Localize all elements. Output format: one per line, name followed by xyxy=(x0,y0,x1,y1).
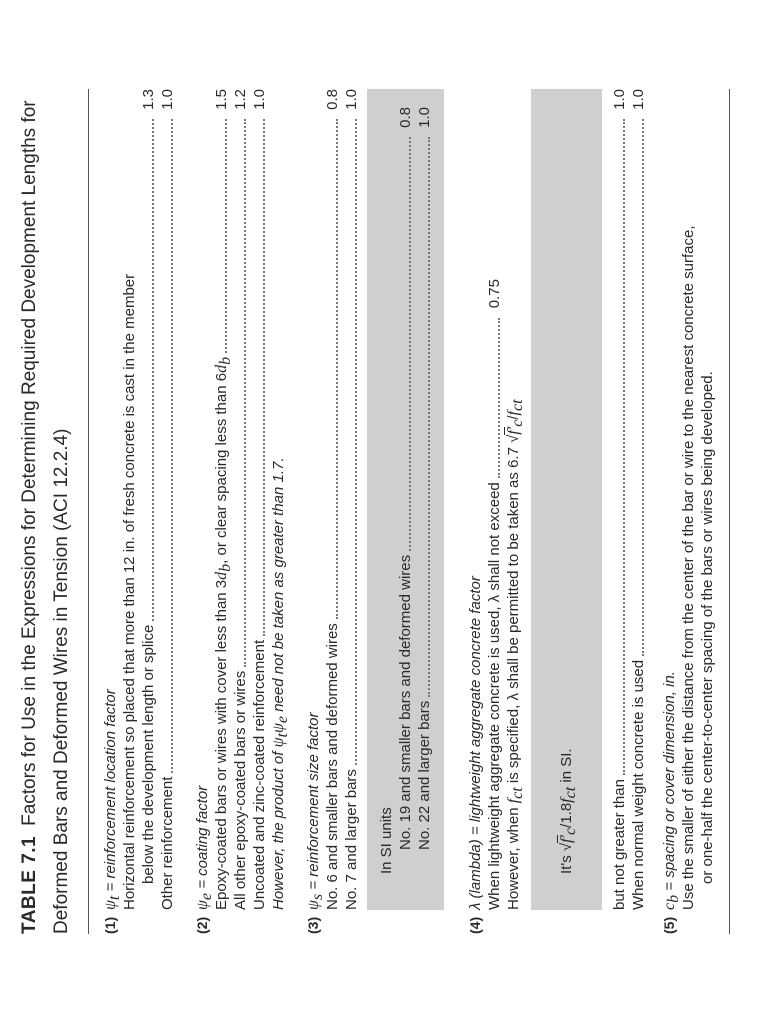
factor-value: 1.0 xyxy=(630,89,647,110)
fct-specified-note: However, when $f_{ct}$ is specified, λ shall be permitted to be taken as 6.7 $√f'_c/f_{ct}$ xyxy=(505,399,526,910)
table-page xyxy=(18,89,730,934)
factor-row-lightweight: When lightweight aggregate concrete is used, λ shall not exceed 0.75 xyxy=(485,89,504,910)
si-row-small-bars: No. 19 and smaller bars and deformed wires 0.8 xyxy=(397,107,414,850)
bottom-rule xyxy=(729,89,730,934)
factor-row-uncoated: Uncoated and zinc-coated reinforcement 1.0 xyxy=(251,89,268,910)
section-reinforcement-location xyxy=(101,89,177,934)
section-definition: = reinforcement location factor xyxy=(102,689,119,896)
section-heading: $\psi_e$ = coating factor xyxy=(194,785,215,910)
si-lambda-box: It's $√f'_c/1.8f_{ct}$ in SI. xyxy=(531,89,602,910)
spacing-text-line2: or one-half the center-to-center spacing of the bars or wires being developed. xyxy=(699,371,716,884)
factor-row-horizontal: Horizontal reinforcement so placed that more than 12 in. of fresh concrete is cast in the member below the development length or splice 1.3 xyxy=(121,89,157,910)
section-number: (2) xyxy=(194,916,210,934)
section-definition: = spacing or cover dimension, in. xyxy=(661,671,678,895)
factor-value: 1.0 xyxy=(343,89,360,110)
factor-value: 1.0 xyxy=(611,89,628,110)
section-heading: $\psi_s$ = reinforcement size factor xyxy=(305,712,326,910)
section-heading: $c_b$ = spacing or cover dimension, in. xyxy=(661,671,682,910)
factor-value: 1.0 xyxy=(416,107,433,128)
table-title xyxy=(18,89,42,934)
title-text-line2: Deformed Bars and Deformed Wires in Tension (ACI 12.2.4) xyxy=(51,428,72,934)
section-number: (3) xyxy=(305,916,321,934)
section-coating-factor xyxy=(193,89,291,934)
section-heading: λ (lambda) = lightweight aggregate concrete factor xyxy=(467,576,484,910)
section-heading: $\psi_t$ = reinforcement location factor xyxy=(102,689,123,910)
factor-row-epoxy-other: All other epoxy-coated bars or wires 1.2 xyxy=(232,89,249,910)
table-label: TABLE 7.1 xyxy=(19,835,40,934)
factor-value: 1.5 xyxy=(213,89,230,110)
factor-value: 1.0 xyxy=(159,89,176,110)
section-lightweight-factor xyxy=(466,89,526,934)
product-limit-note: However, the product of $\psi_t\psi_e$ need not be taken as greater than 1.7. xyxy=(270,457,291,910)
factor-value: 1.3 xyxy=(140,89,157,110)
section-lightweight-continued xyxy=(610,89,648,934)
factor-row-normal-weight: When normal weight concrete is used 1.0 xyxy=(630,89,647,910)
factor-row-small-bars: No. 6 and smaller bars and deformed wires 0.8 xyxy=(324,89,341,910)
spacing-text-line1: Use the smaller of either the distance from the center of the bar or wire to the nearest concrete surface, xyxy=(680,225,697,910)
factor-value: 0.8 xyxy=(397,107,414,128)
factor-row-epoxy-cover: Epoxy-coated bars or wires with cover less than $3d_b$, or clear spacing less than $6d_b$ 1.5 xyxy=(213,89,234,910)
factor-value: 1.0 xyxy=(251,89,268,110)
section-spacing-cover xyxy=(660,89,717,934)
si-heading: In SI units xyxy=(378,807,395,874)
si-row-large-bars: No. 22 and larger bars 1.0 xyxy=(416,107,433,850)
section-number: (5) xyxy=(661,916,677,934)
title-text-line1: Factors for Use in the Expressions for Determining Required Development Lengths for xyxy=(19,100,40,826)
factor-row-large-bars: No. 7 and larger bars 1.0 xyxy=(343,89,360,910)
section-number: (1) xyxy=(102,916,118,934)
factor-value: 1.2 xyxy=(232,89,249,110)
factor-row-other: Other reinforcement 1.0 xyxy=(159,89,176,910)
factor-row-not-greater: but not greater than 1.0 xyxy=(611,89,628,910)
section-definition: = coating factor xyxy=(194,785,211,893)
factor-value: 0.8 xyxy=(324,89,341,110)
section-number: (4) xyxy=(467,916,483,934)
factor-value: 0.75 xyxy=(486,279,503,309)
section-definition: (lambda) = lightweight aggregate concrete factor xyxy=(467,576,484,903)
section-size-factor xyxy=(304,89,361,934)
section-definition: = reinforcement size factor xyxy=(305,712,322,894)
si-units-box xyxy=(367,89,444,910)
